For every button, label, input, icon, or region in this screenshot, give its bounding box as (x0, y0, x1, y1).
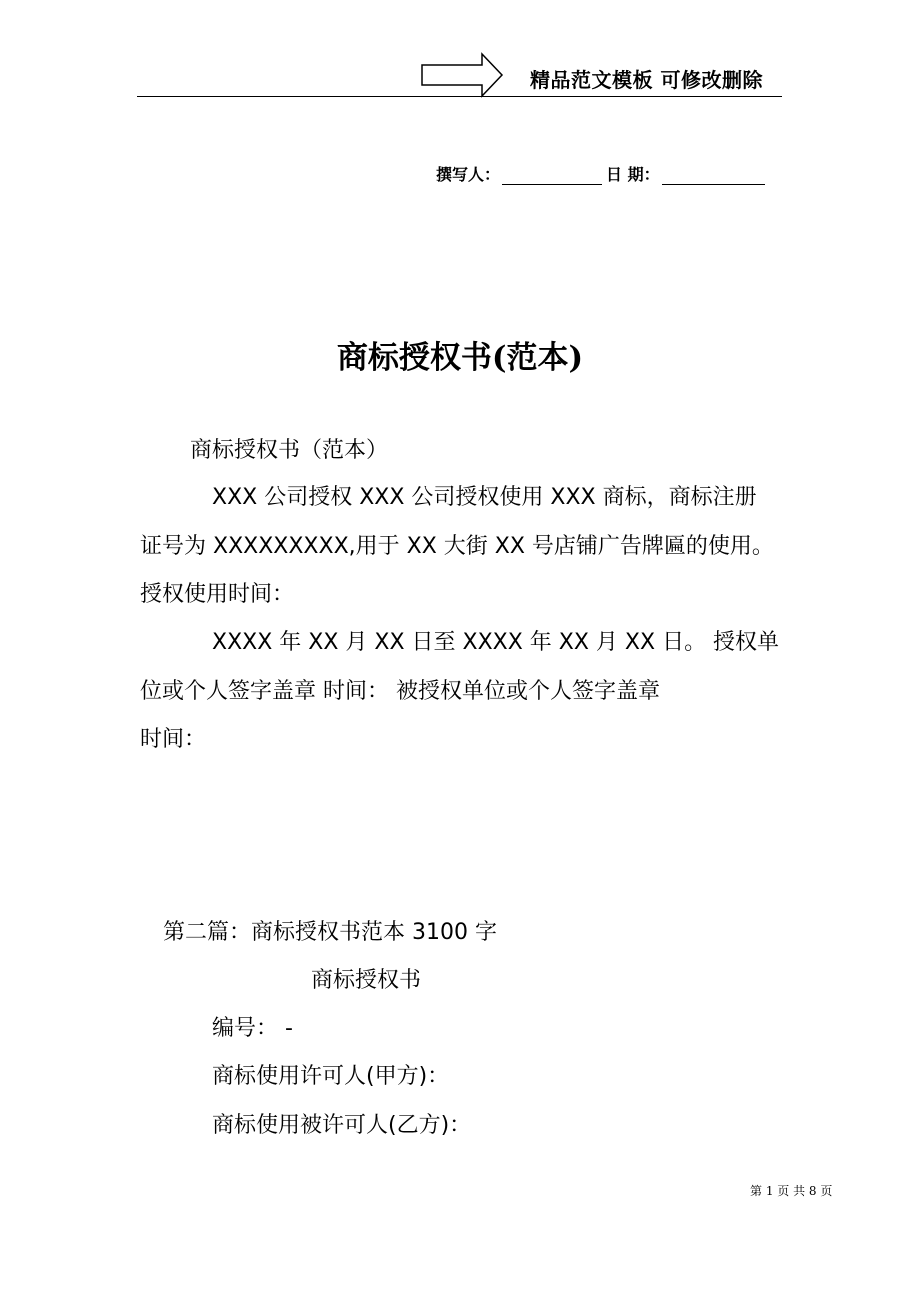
licensor-line: 商标使用许可人(甲方)： (212, 1064, 450, 1089)
date-label: 日 期： (606, 165, 660, 184)
number-line: 编号： - (212, 1016, 293, 1041)
page-number: 第 1 页 共 8 页 (750, 1184, 833, 1198)
arrow-right-icon (420, 52, 504, 98)
section-subtitle: 商标授权书 (311, 968, 422, 993)
paragraph-line: 授权使用时间： (140, 582, 295, 607)
paragraph-line: 证号为 XXXXXXXXX,用于 XX 大街 XX 号店铺广告牌匾的使用。 (140, 534, 774, 559)
paragraph-line: XXX 公司授权 XXX 公司授权使用 XXX 商标，商标注册 (212, 485, 757, 510)
document-title: 商标授权书(范本) (336, 340, 584, 376)
author-date-line (436, 162, 769, 185)
paragraph-line: 位或个人签字盖章 时间： 被授权单位或个人签字盖章 (140, 679, 660, 704)
subtitle-line: 商标授权书（范本） (190, 438, 389, 463)
section-heading: 第二篇：商标授权书范本 3100 字 (163, 920, 497, 945)
paragraph-line: 时间： (140, 727, 207, 752)
author-label: 撰写人： (436, 165, 501, 184)
header-divider (137, 96, 782, 97)
licensee-line: 商标使用被许可人(乙方)： (212, 1113, 472, 1138)
paragraph-line: XXXX 年 XX 月 XX 日至 XXXX 年 XX 月 XX 日。 授权单 (212, 630, 780, 655)
header-label: 精品范文模板 可修改删除 (530, 68, 763, 92)
date-blank-field[interactable] (662, 166, 765, 185)
author-blank-field[interactable] (502, 166, 602, 185)
